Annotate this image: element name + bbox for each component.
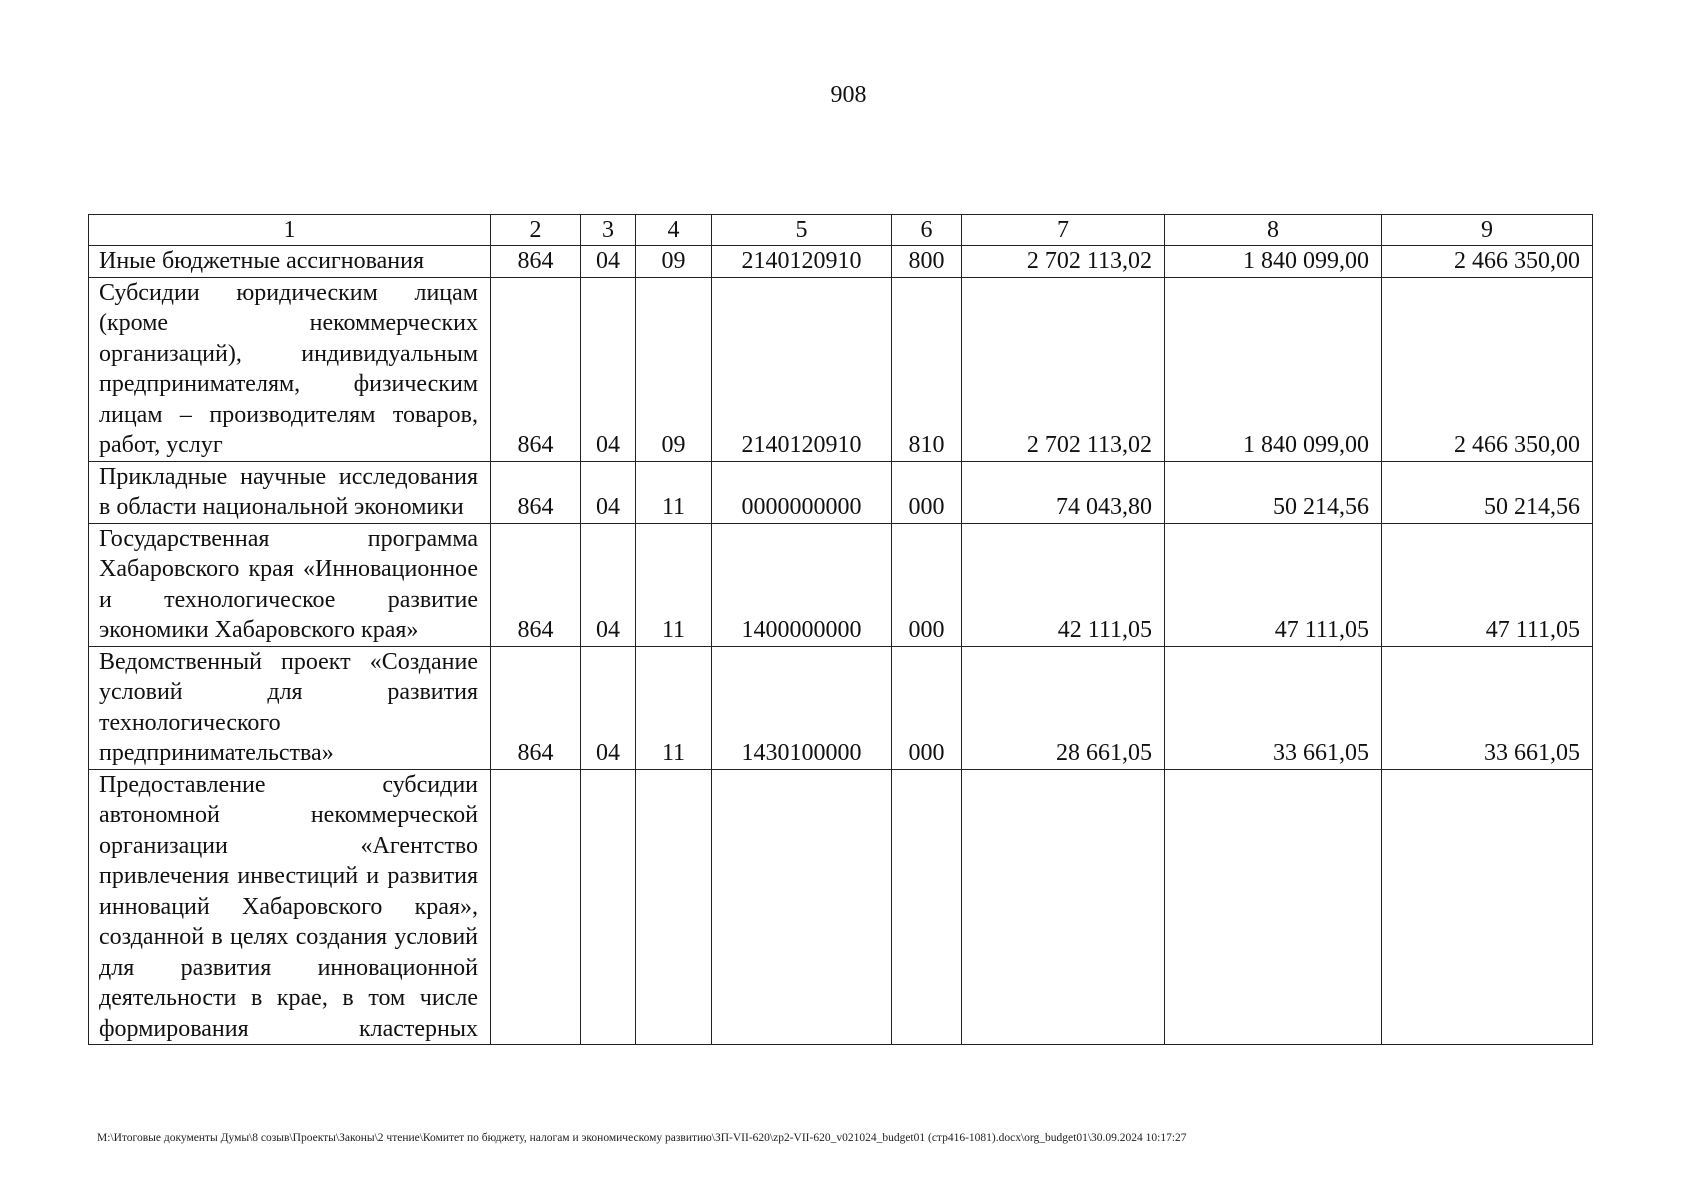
cell-target-article: 2140120910 (712, 277, 892, 461)
cell-amount: 1 840 099,00 (1165, 246, 1382, 278)
table-header-row (89, 215, 1593, 246)
page-number: 908 (830, 82, 867, 108)
cell-subsection: 11 (636, 523, 712, 646)
row-name-cell: Ведомственный проект «Создание условий для развития технологического предпринимательства» (89, 646, 491, 769)
cell-section (581, 769, 636, 1045)
cell-section: 04 (581, 277, 636, 461)
cell-expense-type: 800 (892, 246, 962, 278)
cell-amount: 33 661,05 (1382, 646, 1593, 769)
cell-expense-type (892, 769, 962, 1045)
cell-section: 04 (581, 461, 636, 523)
header-cell: 2 (491, 215, 581, 246)
row-name-cell: Государственная программа Хабаровского края «Инновационное и технологическое развитие экономики Хабаровского края» (89, 523, 491, 646)
cell-subsection: 09 (636, 246, 712, 278)
cell-target-article (712, 769, 892, 1045)
header-cell: 3 (581, 215, 636, 246)
cell-code: 864 (491, 246, 581, 278)
row-name-cell: Предоставление субсидии автономной некоммерческой организации «Агентство привлечения инвестиций и развития инноваций Хабаровского края», созданной в целях создания условий для развития инновационной деятельности в крае, в том числе формирования кластерных (89, 769, 491, 1045)
cell-amount: 28 661,05 (962, 646, 1165, 769)
cell-subsection: 09 (636, 277, 712, 461)
header-cell: 9 (1382, 215, 1593, 246)
cell-subsection: 11 (636, 646, 712, 769)
cell-expense-type: 000 (892, 461, 962, 523)
header-cell: 5 (712, 215, 892, 246)
cell-target-article: 1400000000 (712, 523, 892, 646)
cell-code (491, 769, 581, 1045)
cell-section: 04 (581, 246, 636, 278)
header-cell: 7 (962, 215, 1165, 246)
header-cell: 1 (89, 215, 491, 246)
cell-section: 04 (581, 646, 636, 769)
row-name-cell: Иные бюджетные ассигнования (89, 246, 491, 278)
budget-table (88, 214, 1593, 1045)
table-row (89, 646, 1593, 769)
cell-code: 864 (491, 523, 581, 646)
cell-amount (1382, 769, 1593, 1045)
cell-subsection (636, 769, 712, 1045)
cell-amount: 74 043,80 (962, 461, 1165, 523)
cell-target-article: 0000000000 (712, 461, 892, 523)
cell-amount: 2 466 350,00 (1382, 277, 1593, 461)
table-row (89, 461, 1593, 523)
cell-amount: 2 702 113,02 (962, 277, 1165, 461)
row-name-cell: Субсидии юридическим лицам (кроме некоммерческих организаций), индивидуальным предпринимателям, физическим лицам – производителям товаров, работ, услуг (89, 277, 491, 461)
cell-code: 864 (491, 277, 581, 461)
cell-expense-type: 000 (892, 646, 962, 769)
table-row (89, 277, 1593, 461)
cell-amount: 33 661,05 (1165, 646, 1382, 769)
cell-code: 864 (491, 646, 581, 769)
cell-amount: 50 214,56 (1382, 461, 1593, 523)
table-row (89, 523, 1593, 646)
cell-amount: 47 111,05 (1165, 523, 1382, 646)
cell-amount: 42 111,05 (962, 523, 1165, 646)
header-cell: 6 (892, 215, 962, 246)
cell-expense-type: 000 (892, 523, 962, 646)
cell-amount: 2 702 113,02 (962, 246, 1165, 278)
header-cell: 4 (636, 215, 712, 246)
cell-amount: 50 214,56 (1165, 461, 1382, 523)
cell-subsection: 11 (636, 461, 712, 523)
cell-amount: 2 466 350,00 (1382, 246, 1593, 278)
row-name-cell: Прикладные научные исследования в области национальной экономики (89, 461, 491, 523)
cell-expense-type: 810 (892, 277, 962, 461)
cell-target-article: 1430100000 (712, 646, 892, 769)
table-row (89, 246, 1593, 278)
cell-amount: 47 111,05 (1382, 523, 1593, 646)
cell-amount (1165, 769, 1382, 1045)
header-cell: 8 (1165, 215, 1382, 246)
cell-section: 04 (581, 523, 636, 646)
cell-amount: 1 840 099,00 (1165, 277, 1382, 461)
cell-amount (962, 769, 1165, 1045)
cell-code: 864 (491, 461, 581, 523)
table-row (89, 769, 1593, 1045)
cell-target-article: 2140120910 (712, 246, 892, 278)
footer-file-path: M:\Итоговые документы Думы\8 созыв\Проекты\Законы\2 чтение\Комитет по бюджету, налогам и экономическому развитию\ЗП-VII-620\zp2-VII-620_v021024_budget01 (стр416-1081).docx\org_budget01\30.09.2024 10:17:27 (97, 1132, 1187, 1144)
